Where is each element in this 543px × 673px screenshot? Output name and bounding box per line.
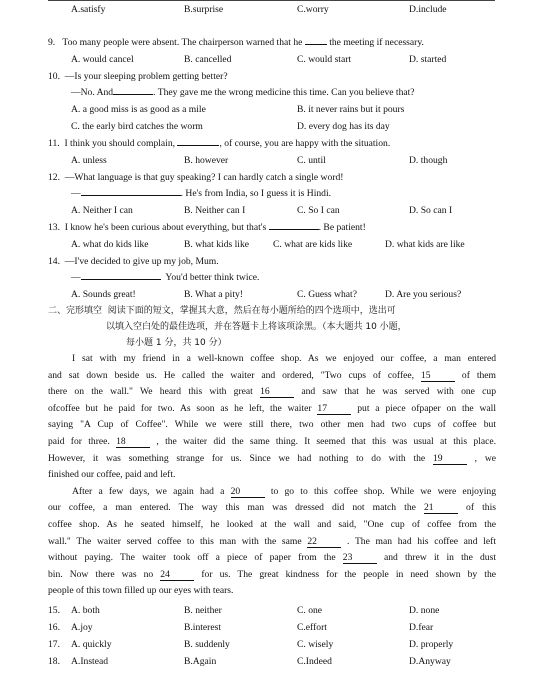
q12-line2: — . He's from India, so I guess it is Hindi.: [71, 188, 332, 199]
q14-option-b: B. What a pity!: [184, 289, 243, 300]
q13-option-b: B. what kids like: [184, 239, 250, 250]
q13-option-a: A. what do kids like: [71, 239, 149, 250]
q8-option-b: B.surprise: [184, 4, 224, 15]
q17-option-a: A. quickly: [71, 639, 112, 650]
q12-option-d: D. So can I: [409, 205, 453, 216]
q9-stem: 9. Too many people were absent. The chairperson warned that he the meeting if necessary.: [48, 37, 424, 48]
q9-option-c: C. would start: [297, 54, 352, 65]
passage-line: However, it was something strange for us. Since we had nothing to do with the 19 , we: [48, 452, 497, 464]
cloze-blank: 18: [116, 437, 150, 448]
cloze-blank: 23: [343, 553, 377, 564]
passage-line: ofcoffee but he paid for two. As soon as he left, the waiter 17 put a piece ofpaper on the wall: [48, 402, 496, 414]
q8-option-a: A.satisfy: [71, 4, 106, 15]
passage-line: After a few days, we again had a 20 to go to this coffee shop. While we were enjoying: [72, 485, 497, 497]
q12-option-a: A. Neither I can: [71, 205, 133, 216]
q14-option-c: C. Guess what?: [297, 289, 357, 300]
q13-blank: [269, 229, 319, 230]
q12-line1: 12. —What language is that guy speaking? I can hardly catch a single word!: [48, 172, 344, 183]
cloze-blank: 19: [433, 454, 467, 465]
q14-option-a: A. Sounds great!: [71, 289, 136, 300]
q17-option-c: C. wisely: [297, 639, 334, 650]
q14-line2: — You'd better think twice.: [71, 272, 260, 283]
q9-option-a: A. would cancel: [71, 54, 134, 65]
passage-line: people of this town filled up our eyes with tears.: [48, 585, 234, 597]
q10-line1: 10. —Is your sleeping problem getting better?: [48, 71, 228, 82]
q10-option-d: D. every dog has its day: [297, 121, 390, 132]
q15-number: 15.: [48, 605, 60, 616]
q13-option-d: D. what kids are like: [385, 239, 465, 250]
q16-option-d: D.fear: [409, 622, 434, 633]
cloze-blank: 21: [424, 503, 458, 514]
passage-line: our coffee, a man entered. The way this man was dressed did not match the 21 of this: [48, 502, 496, 514]
cloze-blank: 24: [160, 570, 194, 581]
q9-option-b: B. cancelled: [184, 54, 232, 65]
q10-option-a: A. a good miss is as good as a mile: [71, 104, 206, 115]
cloze-blank: 17: [317, 404, 351, 415]
q11-option-d: D. though: [409, 155, 448, 166]
q16-option-a: A.joy: [71, 622, 93, 633]
q9-number: 9.: [48, 37, 56, 48]
q11-blank: [177, 145, 219, 146]
q15-option-b: B. neither: [184, 605, 222, 616]
q12-blank: [81, 195, 181, 196]
q16-number: 16.: [48, 622, 60, 633]
passage-line: there on the wall." We heard this with great 16 and saw that he was served with one cup: [48, 386, 497, 398]
passage-line: and sat down beside us. He called the waiter and ordered, "Two cups of coffee, 15 of them: [48, 369, 496, 381]
q15-option-a: A. both: [71, 605, 100, 616]
q9-blank: [305, 44, 327, 45]
q18-option-c: C.Indeed: [297, 656, 332, 667]
section-heading: 二、完形填空 阅读下面的短文，掌握其大意，然后在每小题所给的四个选项中，选出可: [48, 306, 396, 316]
q17-option-d: D. properly: [409, 639, 454, 650]
passage-line: bin. Now there was no 24 for us. The great kindness for the people in need shown by the: [48, 568, 497, 580]
q18-option-d: D.Anyway: [409, 656, 451, 667]
q14-option-d: D. Are you serious?: [385, 289, 462, 300]
top-rule: [48, 0, 495, 1]
cloze-blank: 16: [260, 387, 294, 398]
passage-line: wall." The waiter served coffee to this man with the same 22 . The man had his coffee and left: [48, 535, 497, 547]
q9-option-d: D. started: [409, 54, 447, 65]
section-instructions-2: 以填入空白处的最佳选项，并在答题卡上将该项涂黑。（本大题共 10 小题，: [106, 322, 407, 332]
q11-option-b: B. however: [184, 155, 229, 166]
q14-line1: 14. —I've decided to give up my job, Mum.: [48, 256, 219, 267]
q10-option-c: C. the early bird catches the worm: [71, 121, 203, 132]
q10-option-b: B. it never rains but it pours: [297, 104, 405, 115]
q8-option-d: D.include: [409, 4, 447, 15]
q15-option-c: C. one: [297, 605, 323, 616]
q18-number: 18.: [48, 656, 60, 667]
cloze-blank: 20: [231, 487, 265, 498]
q12-option-c: C. So I can: [297, 205, 340, 216]
cloze-blank: 22: [307, 537, 341, 548]
q16-option-b: B.interest: [184, 622, 222, 633]
q18-option-a: A.Instead: [71, 656, 109, 667]
cloze-blank: 15: [421, 371, 455, 382]
q15-option-d: D. none: [409, 605, 440, 616]
section-title: 二、完形填空: [48, 306, 103, 316]
q16-option-c: C.effort: [297, 622, 327, 633]
q17-option-b: B. suddenly: [184, 639, 230, 650]
q18-option-b: B.Again: [184, 656, 217, 667]
q17-number: 17.: [48, 639, 60, 650]
q11-option-c: C. until: [297, 155, 326, 166]
q11-option-a: A. unless: [71, 155, 107, 166]
q10-blank: [113, 94, 153, 95]
q13-option-c: C. what are kids like: [273, 239, 353, 250]
passage-line: finished our coffee, paid and left.: [48, 469, 176, 481]
q14-blank: [81, 279, 161, 280]
section-instructions-3: 每小题 1 分，共 10 分）: [126, 338, 227, 348]
passage-line: without paying. The waiter took off a piece of paper from the 23 and threw it in the dust: [48, 552, 496, 564]
q13-stem: 13. I know he's been curious about everything, but that's . Be patient!: [48, 222, 366, 233]
q12-option-b: B. Neither can I: [184, 205, 246, 216]
passage-line: I sat with my friend in a well-known coffee shop. As we enjoyed our coffee, a man entered: [72, 353, 496, 364]
q11-stem: 11. I think you should complain, , of course, you are happy with the situation.: [48, 138, 391, 149]
passage-line: paid for three. 18 , the waiter did the same thing. It seemed that this was usual at this place.: [48, 436, 496, 447]
q10-line2: —No. And . They gave me the wrong medicine this time. Can you believe that?: [71, 87, 415, 98]
q8-option-c: C.worry: [297, 4, 329, 15]
passage-line: saying "A Cup of Coffee". While we were still there, two other men had two cups of coffee but: [48, 419, 496, 431]
passage-line: coffee shop. As he seated himself, he looked at the wall and said, "One cup of coffee from the: [48, 519, 496, 530]
